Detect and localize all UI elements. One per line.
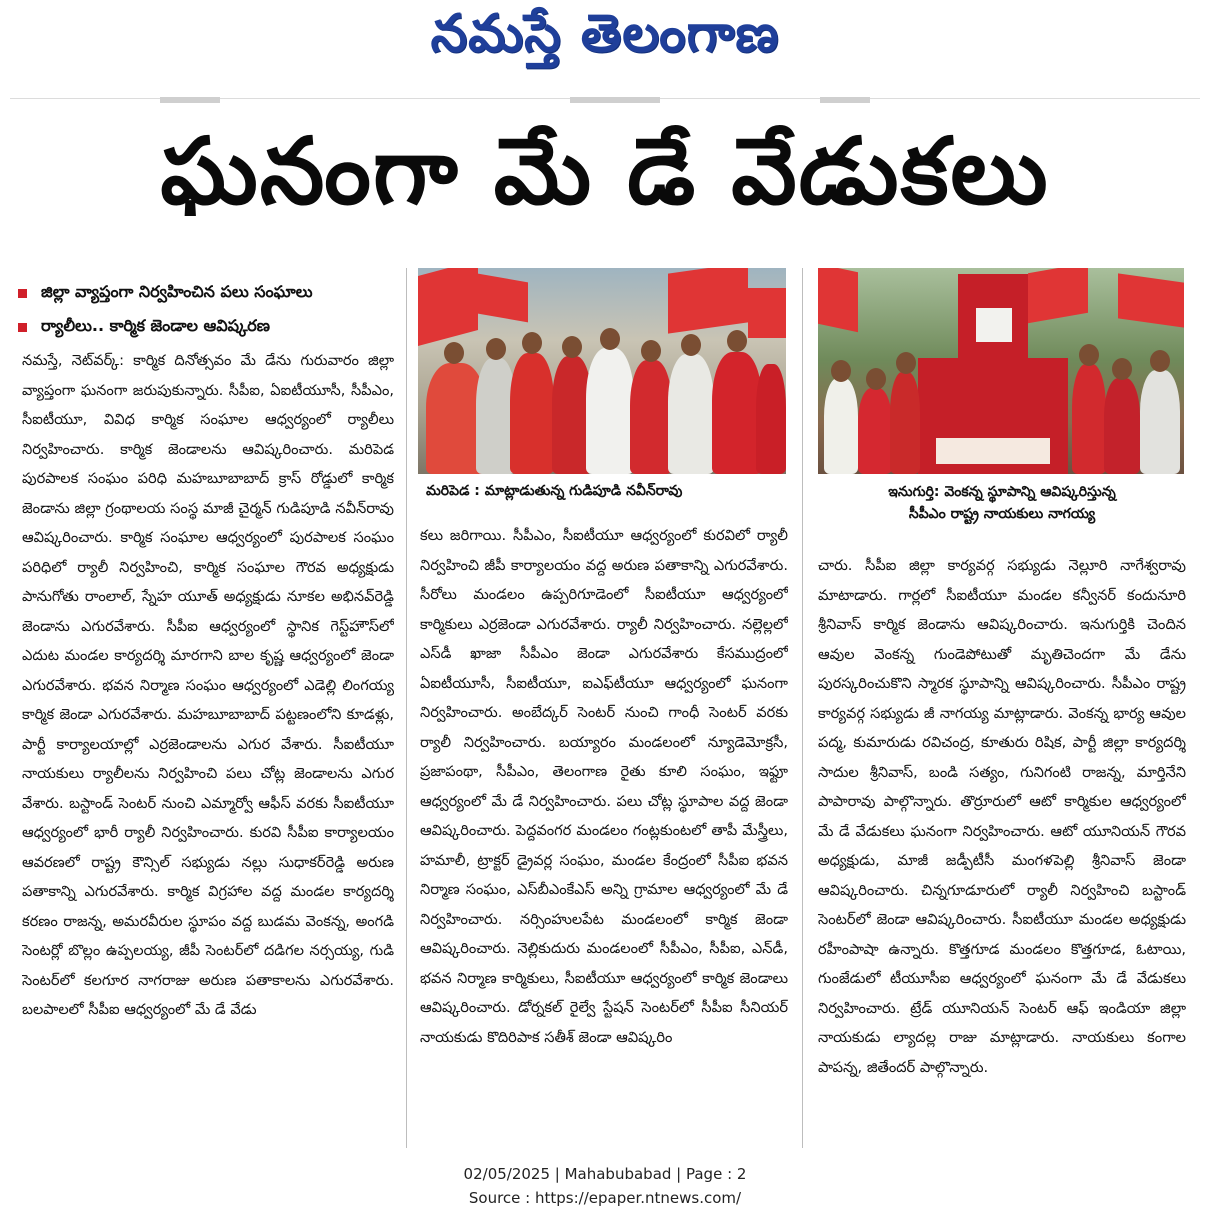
bullet-icon: [18, 323, 27, 332]
subhead-text: ర్యాలీలు.. కార్మిక జెండాల ఆవిష్కరణ: [41, 315, 270, 335]
photo-caption-1: మరిపెడ : మాట్లాడుతున్న గుడిపూడి నవీన్‌రావు: [426, 483, 683, 499]
top-divider: [10, 98, 1200, 104]
photo-caption-2-line-1: ఇనుగుర్తి: వెంకన్న స్థూపాన్ని ఆవిష్కరిస్తున్న: [888, 484, 1116, 500]
footer-source: Source : https://epaper.ntnews.com/: [468, 1189, 742, 1207]
photo-caption-2-line-2: సీపీఎం రాష్ట్ర నాయకులు నాగయ్య: [908, 506, 1096, 522]
subhead-2: [18, 310, 408, 344]
article-column-1: నమస్తే, నెట్‌వర్క్: కార్మిక దినోత్సవం మే డేను గురువారం జిల్లా వ్యాప్తంగా ఘనంగా జరుపుకున్నారు. సీపీఐ, ఏఐటీయూసీ, సీపీఎం, సీఐటీయూ, వివిధ కార్మిక సంఘాల ఆధ్వర్యంలో ర్యాలీలు నిర్వహించారు. కార్మిక జెండాలను ఆవిష్కరించారు. మరిపెడ పురపాలక సంఘం పరిధి మహబూబాబాద్ క్రాస్ రోడ్డులో కార్మిక జెండాను జిల్లా గ్రంథాలయ సంస్థ మాజీ చైర్మన్ గుడిపూడి నవీన్‌రావు ఆవిష్కరించారు. కార్మిక సంఘాల ఆధ్వర్యంలో పురపాలక సంఘం పరిధిలో ర్యాలీ నిర్వహించి, కార్మిక సంఘాల గౌరవ అధ్యక్షుడు పానుగోతు రాంలాల్, స్నేహ యూత్ అధ్యక్షుడు నూకల అభినవ్‌రెడ్డి జెండాను ఎగురవేశారు. సీపీఐ ఆధ్వర్యంలో స్థానిక గెస్ట్‌హౌస్‌లో ఎదుట మండల కార్యదర్శి మారగాని బాల కృష్ణ ఆధ్వర్యంలో జెండా ఎగురవేశారు. భవన నిర్మాణ సంఘం ఆధ్వర్యంలో ఎడెల్లి లింగయ్య కార్మిక జెండా ఎగురవేశారు. మహబూబాబాద్ పట్టణంలోని కూడళ్లు, పార్టీ కార్యాలయాల్లో ఎర్రజెండాలను ఎగుర వేశారు. సీఐటీయూ నాయకులు ర్యాలీలను నిర్వహించి పలు చోట్ల జెండాలను ఎగుర వేశారు. బస్టాండ్ సెంటర్ నుంచి ఎమ్మార్వో ఆఫీస్ వరకు సీఐటీయూ ఆధ్వర్యంలో భారీ ర్యాలీ నిర్వహించారు. కురవి సీపీఐ కార్యాలయం ఆవరణలో రాష్ట్ర కౌన్సిల్ సభ్యుడు నల్లు సుధాకర్‌రెడ్డి అరుణ పతాకాన్ని ఎగురవేశారు. కార్మిక విగ్రహాల వద్ద మండల కార్యదర్శి కరణం రాజన్న, అమరవీరుల స్థూపం వద్ద బుడమ వెంకన్న, అంగడి సెంటర్లో బొల్లం ఉప్పలయ్య, జీపీ సెంటర్‌లో దడిగల నర్సయ్య, గుడి సెంటర్‌లో కలగూర నాగరాజు అరుణ పతాకాలను ఎగురవేశారు. బలపాలలో సీపీఐ ఆధ్వర్యంలో మే డే వేడు: [22, 352, 394, 1018]
footer-edition-info: 02/05/2025 | Mahabubabad | Page : 2: [463, 1165, 747, 1183]
photo-marripeda: [418, 268, 786, 474]
bullet-icon: [18, 289, 27, 298]
masthead-logo: నమస్తే తెలంగాణ: [430, 3, 780, 64]
subhead-text: జిల్లా వ్యాప్తంగా నిర్వహించిన పలు సంఘాలు: [41, 281, 313, 301]
article-column-2: కలు జరిగాయి. సీపీఎం, సీఐటీయూ ఆధ్వర్యంలో కురవిలో ర్యాలీ నిర్వహించి జీపీ కార్యాలయం వద్ద అరుణ పతాకాన్ని ఎగురవేశారు. సీరోలు మండలం ఉప్పరిగూడెంలో సీఐటీయూ ఆధ్వర్యంలో కార్మికులు ఎర్రజెండా ఎగురవేశారు. ర్యాలీ నిర్వహించారు. నల్లెల్లలో ఎస్‌డీ ఖాజా సీపీఎం జెండా ఎగురవేశారు కేసముద్రంలో ఏఐటీయూసీ, సీఐటీయూ, ఐఎఫ్‌టీయూ ఆధ్వర్యంలో ఘనంగా నిర్వహించారు. అంబేద్కర్ సెంటర్ నుంచి గాంధీ సెంటర్ వరకు ర్యాలీ నిర్వహించారు. బయ్యారం మండలంలో న్యూడెమోక్రసీ, ప్రజాపంథా, సీపీఎం, తెలంగాణ రైతు కూలి సంఘం, ఇఫ్టూ ఆధ్వర్యంలో మే డే నిర్వహించారు. పలు చోట్ల స్థూపాల వద్ద జెండా ఆవిష్కరించారు. పెద్దవంగర మండలం గంట్లకుంటలో తాపీ మేస్త్రీలు, హమాలీ, ట్రాక్టర్ డ్రైవర్ల సంఘం, మండల కేంద్రంలో సీపీఐ భవన నిర్మాణ సంఘం, ఎస్‌బీఎంకేఎస్ అన్ని గ్రామాల ఆధ్వర్యంలో మే డే నిర్వహించారు. నర్సింహులపేట మండలంలో కార్మిక జెండా ఆవిష్కరించారు. నెల్లికుదురు మండలంలో సీపీఎం, సీపీఐ, ఎన్‌డీ, భవన నిర్మాణ కార్మికులు, సీఐటీయూ ఆధ్వర్యంలో కార్మిక జెండాలు ఆవిష్కరించారు. డోర్నకల్ రైల్వే స్టేషన్ సెంటర్‌లో సీపీఐ సీనియర్ నాయకుడు కొదిరిపాక సతీశ్ జెండా ఆవిష్కరిం: [420, 527, 788, 1046]
column-divider: [802, 268, 803, 1148]
photo-inugurthi-memorial: [818, 268, 1184, 474]
article-column-3: చారు. సీపీఐ జిల్లా కార్యవర్గ సభ్యుడు నెల్లూరి నాగేశ్వరావు మాటాడారు. గార్లలో సీఐటీయూ మండల కన్వీనర్ కందునూరి శ్రీనివాస్ కార్మిక జెండాను ఆవిష్కరించారు. ఇనుగుర్తికి చెందిన ఆవుల వెంకన్న గుండెపోటుతో మృతిచెందగా మే డేను పురస్కరించుకొని స్మారక స్థూపాన్ని ఆవిష్కరించారు. సీపీఎం రాష్ట్ర కార్యవర్గ సభ్యుడు జీ నాగయ్య మాట్లాడారు. వెంకన్న భార్య ఆవుల పద్మ, కుమారుడు రవిచంద్ర, కూతురు రిషిక, పార్టీ జిల్లా కార్యదర్శి సాదుల శ్రీనివాస్, బండి సత్యం, గునిగంటి రాజన్న, మార్తినేని పాపారావు పాల్గొన్నారు. తొర్రూరులో ఆటో కార్మికుల ఆధ్వర్యంలో మే డే వేడుకలు ఘనంగా నిర్వహించారు. ఆటో యూనియన్ గౌరవ అధ్యక్షుడు, మాజీ జడ్పీటీసీ మంగళపెల్లి శ్రీనివాస్ జెండా ఆవిష్కరించారు. చిన్నగూడూరులో ర్యాలీ నిర్వహించి బస్టాండ్ సెంటర్‌లో జెండా ఆవిష్కరించారు. సీఐటీయూ మండల అధ్యక్షుడు రహీంపాషా ఉన్నారు. కొత్తగూడ మండలం కొత్తగూడ, ఓటాయి, గుంజేడులో టీయూసీఐ ఆధ్వర్యంలో ఘనంగా మే డే వేడుకలు నిర్వహించారు. ట్రేడ్ యూనియన్ సెంటర్ ఆఫ్ ఇండియా జిల్లా నాయకుడు ల్యాదల్ల రాజు మాట్లాడారు. నాయకులు కంగాల పాపన్న, జితేందర్ పాల్గొన్నారు.: [818, 557, 1186, 1076]
column-divider: [406, 268, 407, 1148]
page-footer: [0, 1162, 1210, 1210]
photo-caption-2: [818, 481, 1186, 525]
headline: ఘనంగా మే డే వేడుకలు: [160, 118, 1050, 225]
masthead: [0, 0, 1210, 80]
subheads: [18, 276, 408, 344]
subhead-1: [18, 276, 408, 310]
